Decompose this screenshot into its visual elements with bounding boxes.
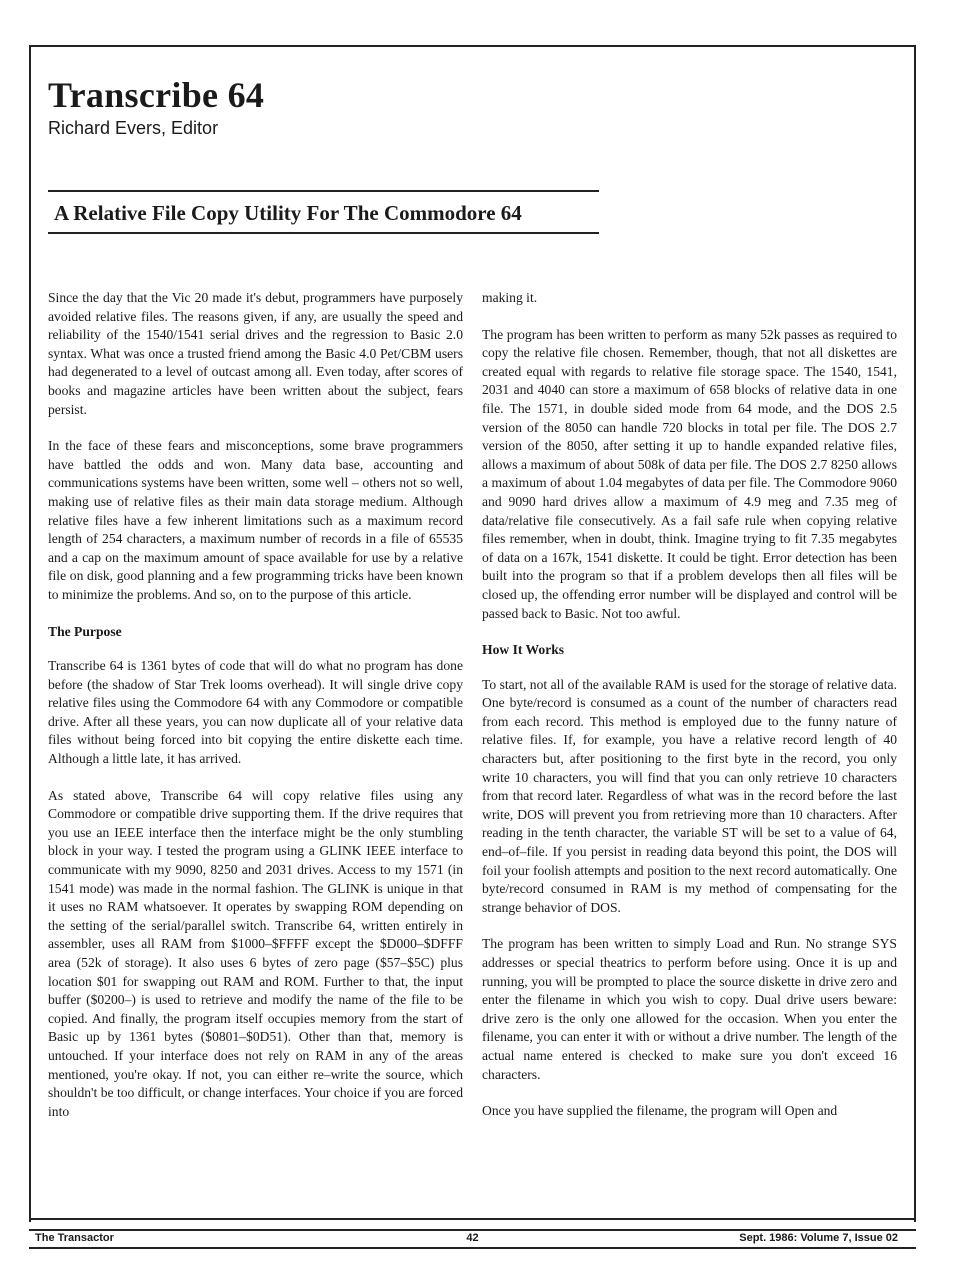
paragraph: As stated above, Transcribe 64 will copy relative files using any Commodore or compatible drive supporting them. If the drive requires that you use an IEEE interface then the interface might be the only stumbling block in your way. I tested the program using a GLINK IEEE interface to communicate with my 9090, 8250 and 2031 drives. Access to my 1571 (in 1541 mode) was made in the normal fashion. The GLINK is unique in that it uses no RAM whatsoever. It operates by swapping ROM depending on the setting of the serial/parallel switch. Transcribe 64, written entirely in assembler, uses all RAM from $1000–$FFFF except the $D000–$DFFF area (52k of storage). It also uses 6 bytes of zero page ($57–$5C) plus location $01 for swapping out RAM and ROM. Further to that, the input buffer ($0200–) is used to retrieve and modify the name of the file to be copied. And finally, the program itself occupies memory from the start of Basic up by 1361 bytes ($0801–$0D51). Other than that, memory is untouched. If your interface does not rely on RAM in any of the areas mentioned, you're okay. If not, you can either re–write the source, which shouldn't be too difficult, or change interfaces. Your choice if you are forced into	[48, 787, 463, 1119]
footer-divider	[29, 1218, 916, 1220]
paragraph: The program has been written to simply Load and Run. No strange SYS addresses or special theatrics to perform before using. Once it is up and running, you will be prompted to place the source diskette in drive zero and enter the filename in which you wish to copy. Dual drive users beware: drive zero is the only one allowed for the occasion. When you enter the filename, you can enter it with or without a drive number. The length of the actual name entered is checked to make sure you don't exceed 16 characters.	[482, 936, 897, 1082]
paragraph: making it.	[482, 290, 538, 305]
column-editor: Richard Evers, Editor	[48, 118, 219, 138]
footer-magazine: The Transactor	[35, 1232, 114, 1244]
right-column	[482, 289, 897, 1139]
paragraph: To start, not all of the available RAM is used for the storage of relative data. One byte/record is consumed as a count of the number of characters read from each record. This method is employed due to the funny nature of relative files. If, for example, you have a relative record length of 40 characters but, after positioning to the first byte in the record, you only write 10 characters, you will find that you can only retrieve 10 characters from that record later. Regardless of what was in the record before the last write, DOS will prevent you from retrieving more than 10 characters. After reading in the tenth character, the variable ST will be set to a value of 64, end–of–file. If you persist in reading data beyond this point, the DOS will foil your foolish attempts and position to the next record automatically. One byte/record consumed in RAM is my method of compensating for the strange behavior of DOS.	[482, 676, 897, 915]
page-footer	[29, 1229, 916, 1249]
footer-issue: Sept. 1986: Volume 7, Issue 02	[739, 1232, 898, 1244]
paragraph: Since the day that the Vic 20 made it's debut, programmers have purposely avoided relative files. The reasons given, if any, are usually the speed and reliability of the 1540/1541 serial drives and the regression to Basic 2.0 syntax. What was once a trusted friend among the Basic 4.0 Pet/CBM users had degenerated to a level of outcast among all. Even today, after scores of books and magazine articles have been written about the subject, fears persist.	[48, 290, 463, 417]
paragraph: In the face of these fears and misconceptions, some brave programmers have battled the odds and won. Many data base, accounting and communications systems have been written, some well – others not so well, making use of relative files as their main data storage medium. Although relative files have a few inherent limitations such as a maximum record length of 254 characters, a maximum number of records in a file of 65535 and a cap on the maximum amount of space available for use by a relative file on disk, good planning and a few programming tricks have been known to minimize the problems. And so, on to the purpose of this article.	[48, 438, 463, 602]
paragraph: Once you have supplied the filename, the program will Open and	[482, 1103, 838, 1119]
article-title: A Relative File Copy Utility For The Commodore 64	[54, 201, 522, 225]
paragraph: Transcribe 64 is 1361 bytes of code that will do what no program has done before (the shadow of Star Trek looms overhead). It will single drive copy relative files using the Commodore 64 with any Commodore or compatible drive. After all these years, you can now duplicate all of your relative data files without being forced into bit copying the entire diskette each time. Although a little late, it has arrived.	[48, 658, 463, 767]
paragraph: The program has been written to perform as many 52k passes as required to copy the relative file chosen. Remember, though, that not all diskettes are created equal with regards to relative file storage space. The 1540, 1541, 2031 and 4040 can store a maximum of 658 blocks of relative data in one file. The 1571, in double sided mode from 64 mode, and the DOS 2.5 version of the 8050 can handle 720 blocks in total per file. The DOS 2.7 version of the 8050, after setting it up to handle expanded relative files, allows a maximum of about 508k of data per file. The DOS 2.7 8250 allows a maximum of about 1.04 megabytes of data per file. The Commodore 9060 and 9090 hard drives allow a maximum of 4.9 meg and 7.35 meg of data/relative file consecutively. As a fail safe rule when copying relative files remember, when in doubt, think. Imagine trying to fit 7.35 megabytes of data on a 167k, 1541 diskette. It could be tight. Error detection has been built into the program so that if a problem develops then all files will be closed up, the offending error number will be displayed and control will be passed back to Basic. Not too awful.	[482, 326, 897, 621]
column-title: Transcribe 64	[48, 75, 265, 115]
article-title-box	[48, 190, 599, 234]
footer-page-number: 42	[466, 1232, 479, 1244]
left-column	[48, 289, 463, 1139]
section-heading-purpose: The Purpose	[48, 623, 122, 639]
section-heading-how-it-works: How It Works	[482, 642, 565, 658]
